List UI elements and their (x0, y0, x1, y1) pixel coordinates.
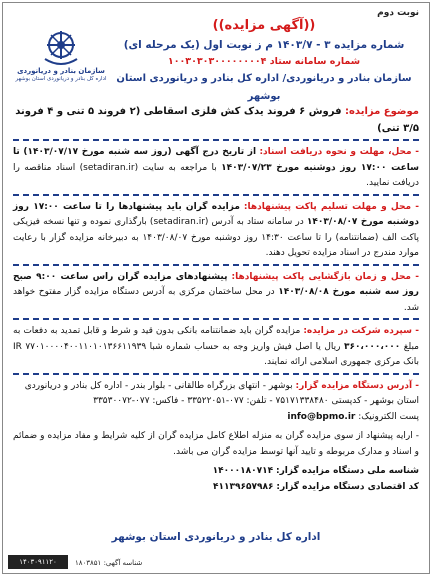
header-lines (109, 17, 419, 106)
subject-text: فروش ۶ فروند یدک کش فلزی اسقاطی (۲ فروند ۵ تنی و ۴ فروند ۳/۵ تنی) (15, 106, 419, 134)
section-submission-label: - محل و مهلت تسلیم پاکت پیشنهادها: (243, 201, 419, 212)
notice-header (3, 3, 429, 103)
divider (13, 264, 419, 266)
section-address-label: - آدرس دستگاه مزایده گزار: (295, 380, 419, 391)
section-address (3, 379, 429, 426)
deposit-amount: ۳۶۰،۰۰۰،۰۰۰ (343, 341, 401, 352)
ad-title: ((آگهی مزایده)) (212, 18, 316, 33)
section-deposit-label: - سپرده شرکت در مزایده: (303, 326, 419, 336)
national-id-label: شناسه ملی دستگاه مزایده گزار: (275, 466, 419, 476)
section-documents-label: - محل، مهلت و نحوه دریافت اسناد: (259, 147, 419, 157)
section-documents (3, 145, 429, 192)
divider (13, 194, 419, 196)
section-opening-date: پیشنهادهای مزایده گران راس ساعت ۹:۰۰ صبح روز سه شنبه مورخ ۱۴۰۳/۰۸/۰۸ (13, 271, 419, 297)
round-label: نوبت دوم (377, 8, 419, 18)
section-submission-deadline: مزایده گران باید پیشنهادها را تا ساعت ۱۷:۰۰ روز دوشنبه مورخ ۱۴۰۳/۰۸/۰۷ (13, 201, 419, 227)
logo-subtitle: اداره کل بنادر و دریانوردی استان بوشهر (15, 76, 107, 82)
section-submission-text: در سامانه ستاد به آدرس (setadiran.ir) بارگذاری نموده و تنها نسخه فیزیکی پاکت الف (ضمانتنامه) را تا ساعت ۱۴:۳۰ روز دوشنبه مورخ ۱۴۰۳/۰۸/۰۷ به دبیرخانه مزایده گزار با رعایت موارد مندرج در اسناد مزایده تحویل دهند. (13, 217, 419, 258)
economic-code-label: کد اقتصادی دستگاه مزایده گزار: (276, 481, 419, 492)
section-terms-text: - ارایه پیشنهاد از سوی مزایده گران به منزله اطلاع کامل مزایده گران از کلیه شرایط و مفاد مزایده و ضمائم و اسناد و مدارک مربوطه و تایید آنها توسط مزایده گران می باشد. (13, 431, 419, 457)
divider (13, 139, 419, 141)
economic-code-value: ۴۱۱۳۹۶۵۷۹۸۶ (213, 481, 274, 492)
auction-notice (2, 2, 430, 574)
section-address-text: بوشهر - انتهای بزرگراه طالقانی - بلوار بندر - اداره کل بنادر و دریانوردی استان بوشهر - کدپستی ۷۵۱۷۱۳۳۸۴۸۰ - تلفن: ۰۷۷-۳۳۵۲۲۰۵۱ - فاکس: ۰۷۷-۳۳۵۳۰۰۷۲ (24, 380, 419, 406)
subject-line (3, 103, 429, 137)
footer-organization: اداره کل بنادر و دریانوردی استان بوشهر (111, 531, 321, 543)
section-submission (3, 200, 429, 262)
identifiers (3, 464, 429, 495)
email-link[interactable]: info@bpmo.ir (287, 411, 356, 422)
section-terms (3, 429, 429, 460)
section-opening-text: در محل ساختمان مرکزی به آدرس دستگاه مزایده گزار مفتوح خواهد شد. (13, 287, 419, 313)
organization-line: سازمان بنادر و دریانوردی/ اداره کل بنادر و دریانوردی استان بوشهر (116, 73, 412, 102)
organization-logo (15, 29, 107, 95)
subject-label: موضوع مزایده: (345, 106, 419, 117)
email-label: پست الکترونیک: (358, 411, 419, 422)
section-opening-label: - محل و زمان بازگشایی پاکت پیشنهادها: (231, 271, 419, 282)
notice-id-value: ۱۸۰۳۸۵۱ (75, 559, 102, 567)
anchor-ship-wheel-icon (41, 29, 81, 67)
section-deposit-text: مزایده گران باید ضمانتنامه بانکی بدون قید و شرط و قابل تمدید به دفعات به مبلغ (13, 326, 419, 352)
notice-id (75, 559, 142, 567)
section-documents-date: از تاریخ درج آگهی (روز سه شنبه مورخ ۱۴۰۳/۰۷/۱۷) تا ساعت ۱۷:۰۰ روز دوشنبه مورخ ۱۴۰۳/۰۷/۲۳ (13, 147, 419, 173)
logo-title: سازمان بنادر و دریانوردی (17, 67, 105, 75)
auction-number: شماره مزایده ۳ - ۱۴۰۳/۷ م ز نوبت اول (یک مرحله ای) (123, 39, 405, 51)
divider (13, 373, 419, 375)
section-deposit (3, 324, 429, 371)
section-documents-text: با مراجعه به سایت (setadiran.ir) اسناد مناقصه را دریافت نمایید. (13, 162, 419, 188)
notice-code-box: ۱۴۰۳۰۹۱۱۲۰ (8, 555, 68, 569)
setad-number: شماره سامانه ستاد ۱۰۰۳۰۳۰۳۰۰۰۰۰۰۰۰۴ (167, 56, 361, 67)
section-deposit-account: ریال یا اصل فیش واریز وجه به حساب شماره شبا IR ۷۷۰۱۰۰۰۰۴۰۰۱۱۰۱۰۱۳۶۶۱۱۹۳۹ بانک مرکزی جمهوری اسلامی ارائه نمایند. (13, 341, 419, 367)
divider (13, 318, 419, 320)
notice-id-label: شناسه آگهی: (103, 559, 143, 567)
section-opening (3, 270, 429, 317)
national-id-value: ۱۴۰۰۰۱۸۰۷۱۴ (212, 466, 274, 476)
